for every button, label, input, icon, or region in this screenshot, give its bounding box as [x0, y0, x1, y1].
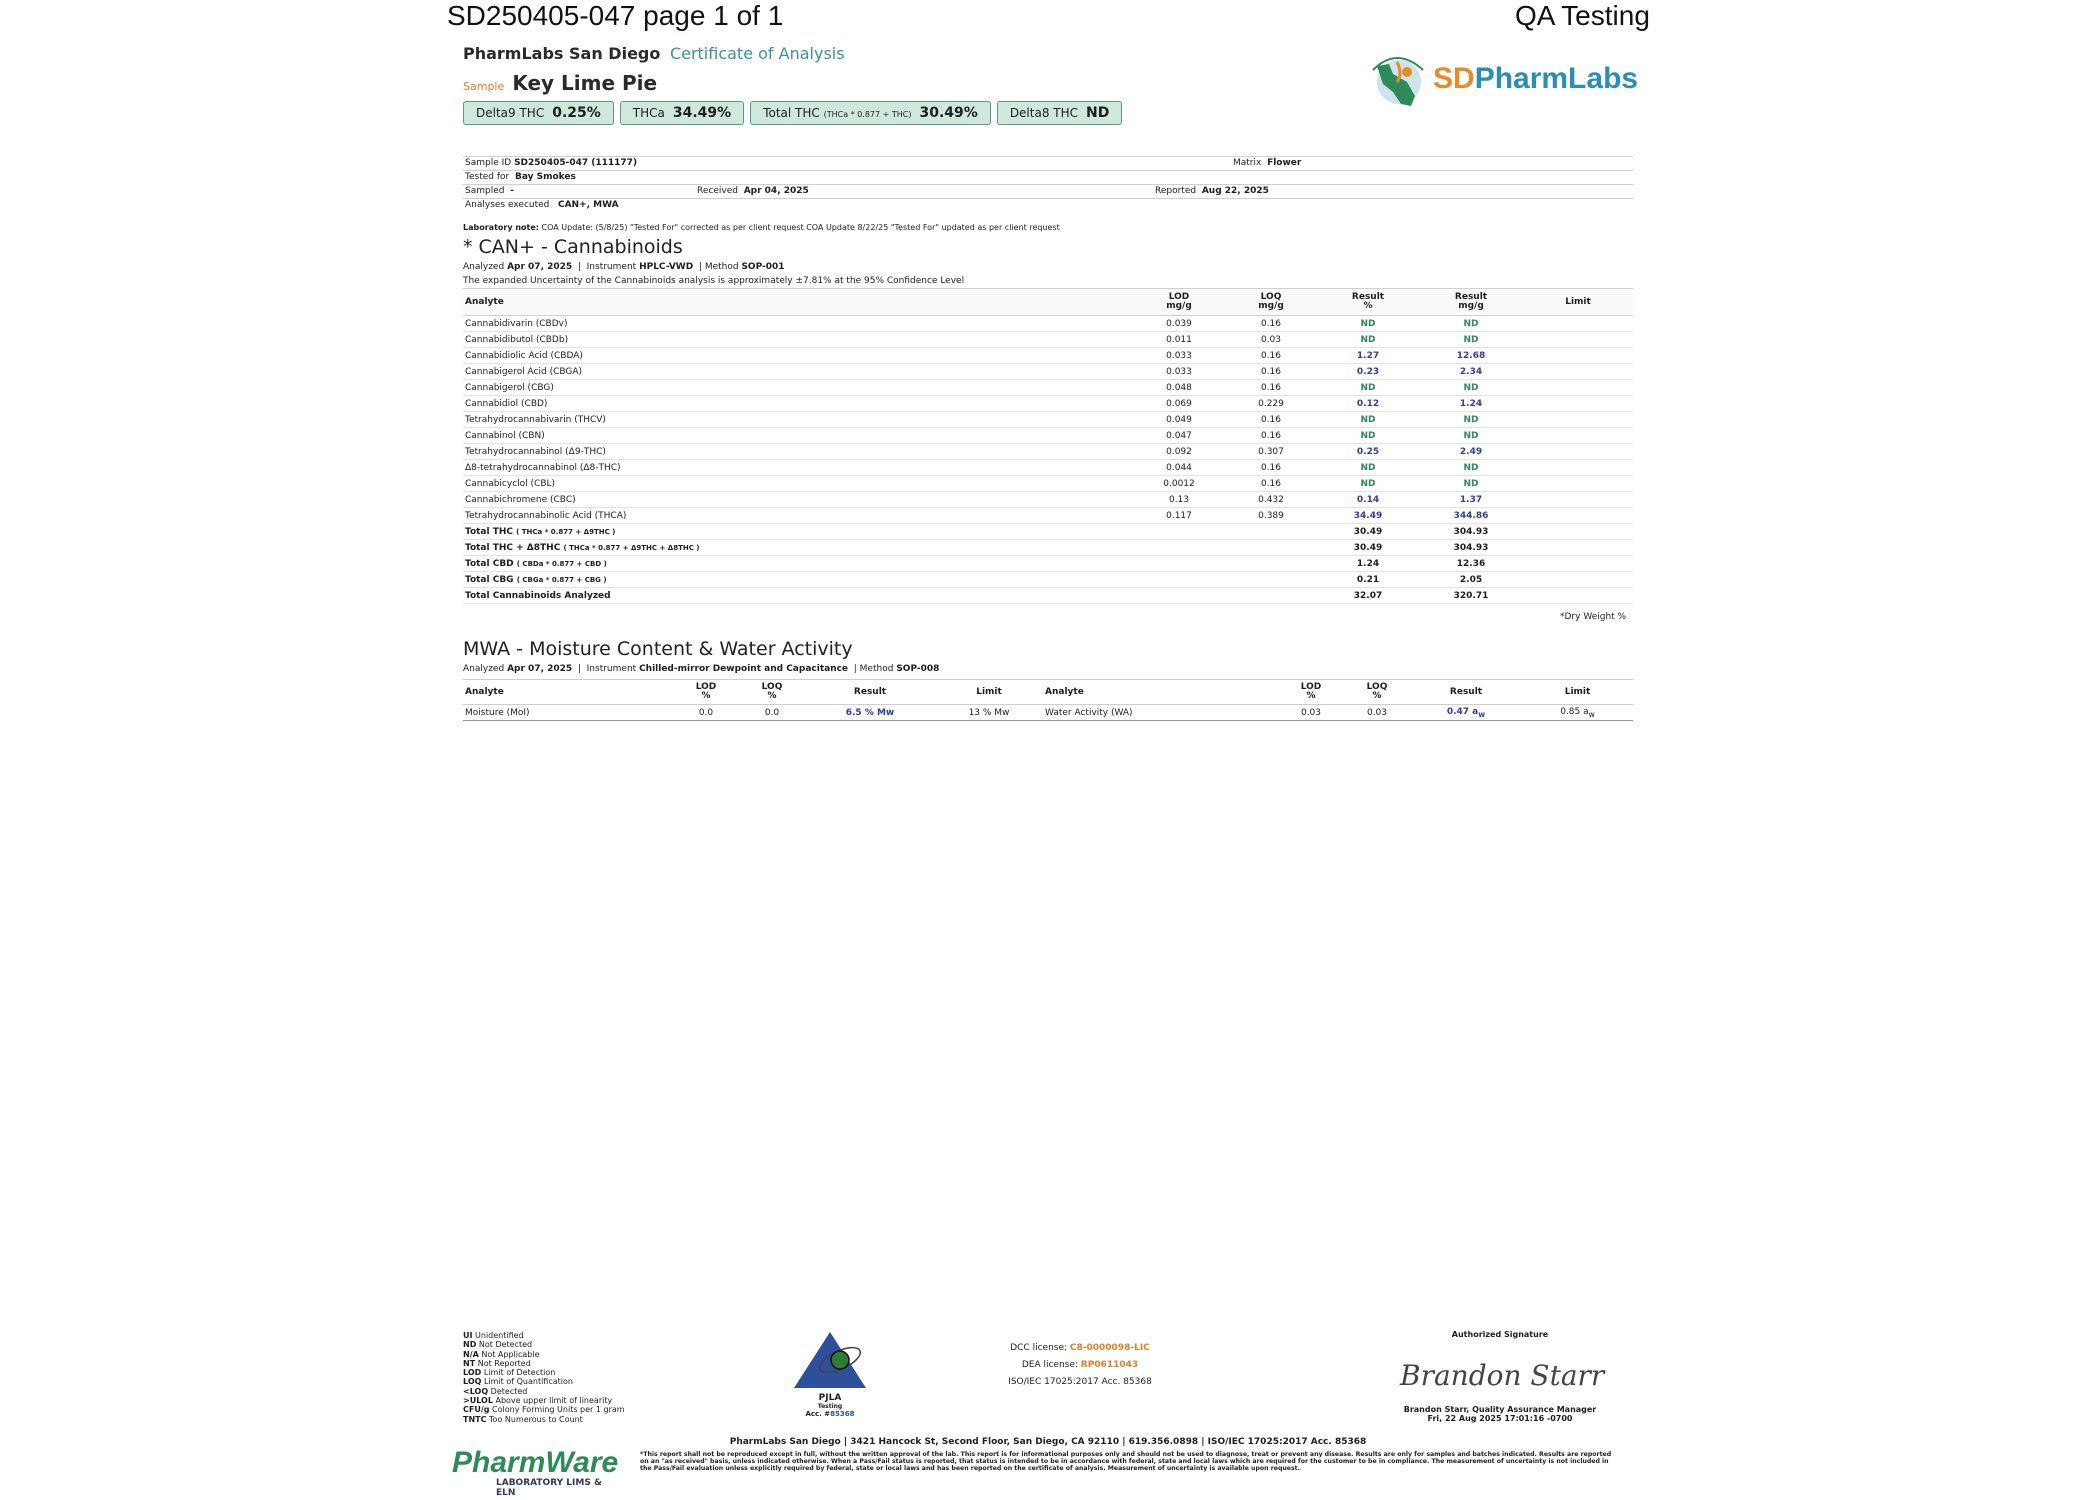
legend-item: ND Not Detected — [463, 1340, 533, 1350]
legend-item: N/A Not Applicable — [463, 1349, 540, 1359]
footer-address: PharmLabs San Diego | 3421 Hancock St, Second Floor, San Diego, CA 92110 | 619.356.0898 | ISO/IEC 17025:2017 Acc. 85368 — [729, 1437, 1367, 1447]
loq-value: 0.389 — [1225, 508, 1317, 524]
received-date: Apr 04, 2025 — [743, 186, 809, 196]
reported-date: Aug 22, 2025 — [1201, 186, 1269, 196]
lab-note: Laboratory note: COA Update: (5/8/25) "Tested For" corrected as per client request COA Update 8/22/25 "Tested For" updated as per client request — [463, 223, 1060, 232]
pill-delta9 — [463, 101, 614, 125]
result-percent: 0.12 — [1317, 396, 1419, 412]
dry-weight-note: *Dry Weight % — [1560, 612, 1627, 622]
total-row — [463, 524, 1633, 540]
loq-value: 0.229 — [1225, 396, 1317, 412]
analyte-name: Cannabidiol (CBD) — [463, 396, 1133, 412]
can-section-title: * CAN+ - Cannabinoids — [463, 236, 683, 258]
pjla-name: PJLA — [818, 1393, 842, 1403]
pill-total-thc — [750, 101, 991, 125]
pill-delta8 — [997, 101, 1123, 125]
result-mg: 12.68 — [1419, 348, 1523, 364]
limit-value — [1523, 492, 1633, 508]
pjla-acc-number: 85368 — [830, 1410, 855, 1418]
table-row — [463, 412, 1633, 428]
table-row — [463, 316, 1633, 332]
info-row: Tested for Bay Smokes — [463, 170, 1633, 184]
lod-value: 0.033 — [1133, 364, 1225, 380]
svg-text:Brandon Starr: Brandon Starr — [1400, 1359, 1605, 1392]
result-mg: 2.34 — [1419, 364, 1523, 380]
total-label: Total THC ( THCa * 0.877 + Δ9THC ) — [463, 524, 1133, 540]
legend-item: UI Unidentified — [463, 1331, 524, 1340]
info-row: Sampled - Received Apr 04, 2025 Reported Aug 22, 2025 — [463, 184, 1633, 198]
total-mg: 2.05 — [1419, 572, 1523, 588]
logo-text: SDPharmLabs — [1433, 62, 1639, 95]
total-row — [463, 556, 1633, 572]
pill-label: Total THC — [763, 106, 820, 120]
table-row — [463, 396, 1633, 412]
loq-value: 0.16 — [1225, 316, 1317, 332]
cannabinoids-table — [463, 288, 1633, 604]
loq-value: 0.16 — [1225, 476, 1317, 492]
sample-id: SD250405-047 (111177) — [514, 158, 638, 168]
water-activity-limit: 0.85 $a_w$ — [1522, 705, 1633, 721]
analyte-name: Cannabidivarin (CBDv) — [463, 316, 1133, 332]
pill-label: Delta9 THC — [476, 106, 545, 120]
total-percent: 0.21 — [1317, 572, 1419, 588]
loq-value: 0.16 — [1225, 428, 1317, 444]
limit-value — [1523, 332, 1633, 348]
lod-value: 0.044 — [1133, 460, 1225, 476]
result-mg: ND — [1419, 412, 1523, 428]
table-row — [463, 380, 1633, 396]
limit-value — [1523, 428, 1633, 444]
total-label: Total CBD ( CBDa * 0.877 + CBD ) — [463, 556, 1133, 572]
document-id: SD250405-047 page 1 of 1 — [447, 0, 784, 31]
result-percent: ND — [1317, 460, 1419, 476]
dea-license: RP0611043 — [1080, 1360, 1139, 1370]
col-result-pct: Result % — [1317, 289, 1419, 316]
total-mg: 320.71 — [1419, 588, 1523, 604]
loq-value: 0.432 — [1225, 492, 1317, 508]
limit-value — [1523, 348, 1633, 364]
result-mg: 2.49 — [1419, 444, 1523, 460]
result-percent: ND — [1317, 316, 1419, 332]
analyte-name: Tetrahydrocannabinolic Acid (THCA) — [463, 508, 1133, 524]
total-mg: 12.36 — [1419, 556, 1523, 572]
total-percent: 30.49 — [1317, 524, 1419, 540]
lod-value: 0.069 — [1133, 396, 1225, 412]
signer-name: Brandon Starr, Quality Assurance Manager — [1403, 1405, 1597, 1414]
analyte-name: Tetrahydrocannabinol (Δ9-THC) — [463, 444, 1133, 460]
iso-accreditation: ISO/IEC 17025:2017 Acc. 85368 — [1008, 1377, 1152, 1387]
legend-item: <LOQ Detected — [463, 1386, 528, 1396]
authorized-signature: Authorized Signature Brandon Starr Brandon Starr, Quality Assurance Manager Fri, 22 Aug 2025 17:01:16 -0700 — [1380, 1330, 1620, 1423]
abbreviation-legend — [463, 1331, 625, 1424]
sample-name: Key Lime Pie — [512, 71, 658, 95]
legend-item: LOQ Limit of Quantification — [463, 1377, 573, 1387]
loq-value: 0.307 — [1225, 444, 1317, 460]
analyte-name: Tetrahydrocannabivarin (THCV) — [463, 412, 1133, 428]
pharmware-logo: PharmWare LABORATORY LIMS & ELN — [452, 1446, 619, 1498]
can-uncertainty: The expanded Uncertainty of the Cannabinoids analysis is approximately ±7.81% at the 95% Confidence Level — [463, 276, 965, 286]
moisture-table — [463, 679, 1633, 721]
total-percent: 32.07 — [1317, 588, 1419, 604]
result-mg: ND — [1419, 316, 1523, 332]
result-percent: ND — [1317, 380, 1419, 396]
mwa-section-title: MWA - Moisture Content & Water Activity — [463, 638, 853, 660]
table-row — [463, 508, 1633, 524]
pill-value: 0.25% — [552, 105, 601, 121]
result-mg: ND — [1419, 428, 1523, 444]
lod-value: 0.047 — [1133, 428, 1225, 444]
col-lod: LOD mg/g — [1133, 289, 1225, 316]
lod-value: 0.011 — [1133, 332, 1225, 348]
analyte-name: Cannabinol (CBN) — [463, 428, 1133, 444]
result-mg: 1.24 — [1419, 396, 1523, 412]
total-mg: 304.93 — [1419, 540, 1523, 556]
analyte-name: Cannabigerol (CBG) — [463, 380, 1133, 396]
lod-value: 0.033 — [1133, 348, 1225, 364]
table-row — [463, 332, 1633, 348]
pjla-accreditation: PJLA Testing Acc. #85368 — [790, 1330, 870, 1420]
signature-date: Fri, 22 Aug 2025 17:01:16 -0700 — [1427, 1414, 1573, 1423]
analyte-name: Cannabigerol Acid (CBGA) — [463, 364, 1133, 380]
sample-label: Sample — [463, 80, 505, 93]
lod-value: 0.117 — [1133, 508, 1225, 524]
doc-type: Certificate of Analysis — [669, 44, 845, 63]
mwa-meta: Analyzed Apr 07, 2025 | Instrument Chilled-mirror Dewpoint and Capacitance | Method SOP-008 — [463, 664, 940, 674]
col-loq: LOQ mg/g — [1225, 289, 1317, 316]
result-percent: ND — [1317, 412, 1419, 428]
pill-value: 30.49% — [919, 105, 978, 121]
total-label: Total CBG ( CBGa * 0.877 + CBG ) — [463, 572, 1133, 588]
info-row: Sample ID SD250405-047 (111177) Matrix Flower — [463, 156, 1633, 170]
limit-value — [1523, 508, 1633, 524]
pjla-triangle-icon — [790, 1330, 870, 1390]
result-percent: ND — [1317, 428, 1419, 444]
result-mg: ND — [1419, 380, 1523, 396]
status-label: QA Testing — [1515, 0, 1650, 31]
limit-value — [1523, 364, 1633, 380]
analyses: CAN+, MWA — [557, 200, 619, 210]
lod-value: 0.0012 — [1133, 476, 1225, 492]
california-globe-icon — [1367, 52, 1429, 112]
can-meta: Analyzed Apr 07, 2025 | Instrument HPLC-VWD | Method SOP-001 — [463, 262, 785, 272]
legend-item: TNTC Too Numerous to Count — [463, 1414, 583, 1424]
table-row — [463, 348, 1633, 364]
result-mg: ND — [1419, 332, 1523, 348]
loq-value: 0.16 — [1225, 364, 1317, 380]
legend-item: NT Not Reported — [463, 1358, 531, 1368]
legend-item: LOD Limit of Detection — [463, 1368, 556, 1378]
result-percent: ND — [1317, 332, 1419, 348]
loq-value: 0.16 — [1225, 348, 1317, 364]
total-percent: 1.24 — [1317, 556, 1419, 572]
table-header — [463, 289, 1633, 316]
table-row — [463, 444, 1633, 460]
total-row — [463, 572, 1633, 588]
lod-value: 0.092 — [1133, 444, 1225, 460]
pill-label: Delta8 THC — [1009, 106, 1079, 120]
analyte-name: Cannabicyclol (CBL) — [463, 476, 1133, 492]
table-row — [463, 492, 1633, 508]
loq-value: 0.16 — [1225, 380, 1317, 396]
water-activity-result: 0.47 $a_w$ — [1410, 705, 1522, 721]
total-label: Total Cannabinoids Analyzed — [463, 588, 1133, 604]
dcc-license: C8-0000098-LIC — [1069, 1343, 1150, 1353]
total-percent: 30.49 — [1317, 540, 1419, 556]
moisture-result: 6.5 % Mw — [805, 705, 935, 721]
table-row — [463, 428, 1633, 444]
result-percent: 0.25 — [1317, 444, 1419, 460]
lod-value: 0.049 — [1133, 412, 1225, 428]
loq-value: 0.03 — [1225, 332, 1317, 348]
pill-value: ND — [1086, 105, 1110, 121]
analyte-name: Cannabidiolic Acid (CBDA) — [463, 348, 1133, 364]
result-mg: ND — [1419, 476, 1523, 492]
pill-formula: (THCa * 0.877 + THC) — [823, 110, 912, 119]
result-mg: 1.37 — [1419, 492, 1523, 508]
footer-disclaimer: *This report shall not be reproduced except in full, without the written approval of the lab. This report is for informational purposes only and should not be used to diagnose, treat or prevent any disease. Results are only for samples and batches indicated. Results are reported on an "as received" basis, unless indicated otherwise. When a Pass/Fail status is reported, that status is intended to be in accordance with federal, state and local laws which are required for the customer to be in compliance. The measurement of uncertainty is not included in the Pass/Fail evaluation unless explicitly required by federal, state or local laws and has been reported on the certificate of analysis. Measurement of uncertainty is available upon request. — [640, 1451, 1612, 1472]
table-row — [463, 476, 1633, 492]
limit-value — [1523, 476, 1633, 492]
lod-value: 0.039 — [1133, 316, 1225, 332]
result-percent: 0.14 — [1317, 492, 1419, 508]
analyte-name: Δ8-tetrahydrocannabinol (Δ8-THC) — [463, 460, 1133, 476]
matrix: Flower — [1267, 158, 1302, 168]
table-header: Analyte LOD % LOQ % Result Limit Analyte LOD % LOQ % Result Limit — [463, 680, 1633, 705]
pill-label: THCa — [632, 106, 665, 120]
lab-name: PharmLabs San Diego — [463, 44, 661, 63]
total-label: Total THC + Δ8THC ( THCa * 0.877 + Δ9THC + Δ8THC ) — [463, 540, 1133, 556]
lod-value: 0.048 — [1133, 380, 1225, 396]
limit-value — [1523, 316, 1633, 332]
total-mg: 304.93 — [1419, 524, 1523, 540]
analyte-name: Cannabidibutol (CBDb) — [463, 332, 1133, 348]
info-row: Analyses executed CAN+, MWA — [463, 198, 1633, 212]
pill-value: 34.49% — [672, 105, 732, 121]
total-row — [463, 588, 1633, 604]
lod-value: 0.13 — [1133, 492, 1225, 508]
limit-value — [1523, 444, 1633, 460]
legend-item: CFU/g Colony Forming Units per 1 gram — [463, 1405, 625, 1415]
result-percent: 34.49 — [1317, 508, 1419, 524]
table-row — [463, 460, 1633, 476]
total-row — [463, 540, 1633, 556]
result-percent: 1.27 — [1317, 348, 1419, 364]
table-row — [463, 364, 1633, 380]
result-mg: 344.86 — [1419, 508, 1523, 524]
analyte-name: Cannabichromene (CBC) — [463, 492, 1133, 508]
loq-value: 0.16 — [1225, 460, 1317, 476]
result-mg: ND — [1419, 460, 1523, 476]
limit-value — [1523, 460, 1633, 476]
limit-value — [1523, 380, 1633, 396]
col-limit: Limit — [1523, 289, 1633, 316]
col-analyte: Analyte — [463, 289, 1133, 316]
col-result-mg: Result mg/g — [1419, 289, 1523, 316]
legend-item: >ULOL Above upper limit of linearity — [463, 1396, 613, 1406]
limit-value — [1523, 412, 1633, 428]
handwritten-signature — [1390, 1347, 1610, 1401]
result-percent: ND — [1317, 476, 1419, 492]
table-row: Moisture (MoI) 0.0 0.0 6.5 % Mw 13 % Mw Water Activity (WA) 0.03 0.03 0.47 $a_w$ 0.85 $a_w$ — [463, 705, 1633, 721]
pill-thca — [620, 101, 744, 125]
result-percent: 0.23 — [1317, 364, 1419, 380]
tested-for: Bay Smokes — [514, 172, 576, 182]
loq-value: 0.16 — [1225, 412, 1317, 428]
sdpharmlabs-logo — [1367, 52, 1639, 112]
sample-info — [463, 156, 1633, 212]
license-info: DCC license: C8-0000098-LIC DEA license: RP0611043 ISO/IEC 17025:2017 Acc. 85368 — [960, 1340, 1200, 1391]
limit-value — [1523, 396, 1633, 412]
